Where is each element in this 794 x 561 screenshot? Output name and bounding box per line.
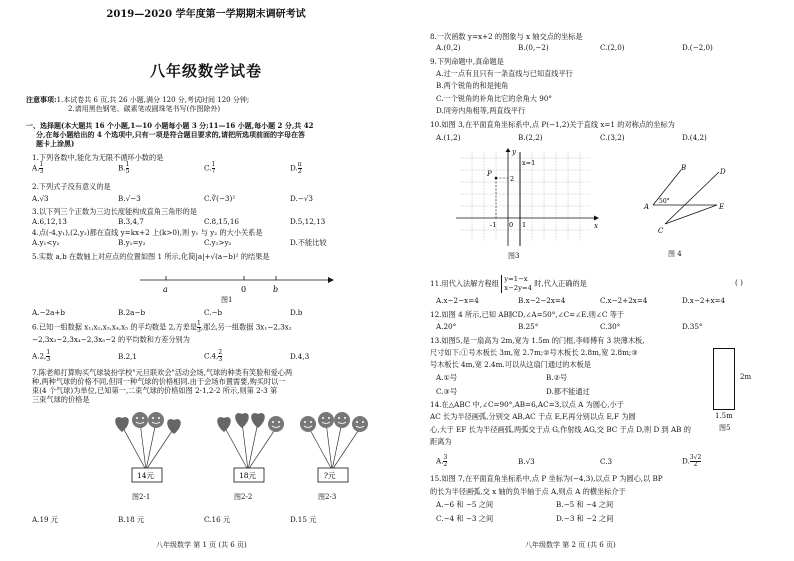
question-14-line-2: AC 长为半径画弧,分别交 AB,AC 于点 E,F,再分别以点 E,F 为圆	[430, 412, 636, 421]
figure-2-3-caption: 图2-3	[318, 493, 337, 501]
tick-label-a: a	[163, 285, 168, 294]
q7-option-b: B.18 元	[118, 515, 145, 524]
q15-option-b: B.−5 和 −4 之间	[556, 500, 614, 509]
q5-option-a: A.−2a+b	[32, 308, 65, 317]
page-1-column	[26, 0, 386, 561]
figure-5-width: 1.5m	[715, 412, 733, 420]
line-label: x=1	[522, 159, 536, 167]
q9-option-c: C.一个锐角的补角比它的余角大 90°	[436, 94, 552, 103]
q12-option-d: D.35°	[682, 322, 703, 331]
q2-option-b: B.√−3	[118, 194, 141, 203]
section-1-line-3: 题卡上涂黑)	[36, 138, 75, 148]
q2-option-c: C.∛(−3)²	[204, 194, 236, 203]
question-6-options	[32, 350, 386, 363]
q6-option-d: D.4,3	[290, 351, 310, 361]
q9-option-a: A.过一点有且只有一条直线与已知直线平行	[436, 69, 573, 78]
q13-option-c: C.③号	[436, 387, 458, 396]
q14-option-d: D. $\frac{3√2}{2}$	[682, 454, 702, 468]
price-tag-2-3: ?元	[324, 471, 336, 480]
question-7-line-2: 种,两种气球的价格不同,但同一种气球的价格相同.由于会场布置需要,购买时以一	[32, 377, 286, 386]
q8-option-a: A.(0,2)	[436, 43, 461, 52]
price-tag-2-2: 18元	[239, 471, 257, 480]
q4-option-c: C.y₁>y₂	[204, 238, 232, 247]
paper-title: 八年级数学试卷	[149, 62, 262, 80]
question-9: 9.下列命题中,真命题是	[430, 57, 504, 66]
figure-5-caption: 图5	[719, 424, 731, 432]
q12-option-b: B.25°	[518, 322, 539, 331]
q8-option-d: D.(−2,0)	[682, 43, 713, 52]
tick-label-2: 2	[510, 175, 515, 183]
question-3-options	[32, 217, 386, 226]
y-axis-arrow	[506, 148, 511, 152]
q12-option-c: C.30°	[600, 322, 621, 331]
tick-label-0: 0	[509, 221, 514, 229]
q15-option-c: C.−4 和 −3 之间	[436, 514, 494, 523]
notes-label: 注意事项:	[26, 95, 57, 104]
question-2: 2.下列式子没有意义的是	[32, 182, 111, 191]
figure-3-caption: 图3	[508, 252, 520, 260]
x-axis-label: x	[594, 222, 598, 230]
angle-label: 50°	[659, 198, 670, 205]
q13-option-b: B.②号	[546, 373, 568, 382]
question-15-options-row-1	[436, 500, 686, 509]
tick-label-neg1: -1	[490, 221, 497, 229]
label-d: D	[720, 168, 726, 176]
q7-option-a: A.19 元	[32, 515, 59, 524]
point-p-label: P	[487, 170, 492, 178]
question-8: 8.一次函数 y=x+2 的图象与 x 轴交点的坐标是	[430, 32, 583, 41]
x-axis-arrow	[594, 216, 599, 221]
notes-line-1: 1.本试卷共 6 页,共 26 小题,满分 120 分,考试时间 120 分钟;	[56, 96, 250, 104]
section-1-line-2: 分,在每小题给出的 4 个选项中,只有一项是符合题目要求的,请把所选项前面的字母在答	[36, 129, 306, 139]
question-14-options	[436, 455, 781, 468]
label-a: A	[644, 203, 650, 211]
exam-title: 2019—2020 学年度第一学期期末调研考试	[106, 9, 306, 20]
question-7-line-1: 7.陈老师打算购买气球装扮学校"元旦联欢会"活动会场,气球的种类有笑脸和爱心两	[32, 368, 293, 377]
q8-option-c: C.(2,0)	[600, 43, 625, 52]
figure-3-coordinate-plane	[450, 148, 600, 248]
question-13-line-3: 号木板长 4m,宽 2.4m.可以从这扇门通过的木板是	[430, 360, 591, 369]
figure-2-2-caption: 图2-2	[234, 493, 253, 501]
question-10: 10.如图 3,在平面直角坐标系中,点 P(−1,2)关于直线 x=1 的对称点的坐标为	[430, 120, 675, 129]
figure-1-caption: 图1	[221, 296, 233, 304]
notes-line-2: 2.请用黑色钢笔、碳素笔或圆珠笔书写(作图除外)	[68, 104, 221, 113]
q2-option-d: D.−√3	[290, 194, 313, 203]
section-1-line-1: 一、选择题(本大题共 16 个小题,1—10 小题每小题 3 分;11—16 小题,每小题 2 分,共 42	[26, 121, 314, 130]
question-8-options	[436, 43, 781, 52]
q5-option-c: C.−b	[204, 308, 223, 317]
q10-option-a: A.(1,2)	[436, 133, 461, 142]
question-13-options-row-2	[436, 387, 686, 396]
question-4-options	[32, 238, 386, 247]
balloon-bunch-icon	[115, 412, 181, 470]
question-15-line-2: 的长为半径画弧,交 x 轴的负半轴于点 A,则点 A 的横坐标介于	[430, 487, 626, 496]
figure-5-height: 2m	[740, 373, 752, 381]
q11-option-c: C.x−2+2x=4	[600, 296, 648, 305]
q12-option-a: A.20°	[436, 322, 457, 331]
q1-option-b: B. $\frac{1}{5}$	[118, 161, 130, 175]
q7-option-d: D.15 元	[290, 515, 317, 524]
q7-option-c: C.16 元	[204, 515, 231, 524]
q6-option-c: C.4, $\frac{2}{3}$	[204, 349, 223, 363]
q14-option-b: B.√3	[518, 456, 535, 466]
q6-option-b: B.2,1	[118, 351, 137, 361]
q14-option-a: A. $\frac{3}{2}$	[436, 454, 448, 468]
tick-label-b: b	[273, 285, 279, 294]
question-15-line-1: 15.如图 7,在平面直角坐标系中,点 P 坐标为(−4,3),以点 P 为圆心,以 BP	[430, 474, 663, 483]
q1-option-d: D. $\frac{\pi}{2}$	[290, 161, 302, 175]
q2-option-a: A.√3	[32, 194, 49, 203]
question-14-line-3: 心,大于 EF 长为半径画弧,两弧交于点 G,作射线 AG,交 BC 于点 D,则 D 到 AB 的	[430, 425, 691, 434]
q9-option-b: B.两个锐角的和是钝角	[436, 81, 509, 90]
q1-option-a: A. $\frac{1}{3}$	[32, 161, 44, 175]
figure-2-1-balloons	[106, 410, 196, 490]
question-13-line-1: 13.如图5,是一扇高为 2m,宽为 1.5m 的门框,李师傅有 3 块薄木板,	[430, 336, 645, 345]
price-tag-2-1: 14元	[137, 471, 155, 480]
question-12-options	[436, 322, 781, 331]
question-1: 1.下列各数中,能化为无限不循环小数的是	[32, 153, 164, 162]
q11-option-b: B.x−2−2x=4	[518, 296, 566, 305]
number-line-arrow	[328, 277, 334, 283]
question-10-options	[436, 133, 781, 142]
q11-option-a: A.x−2−x=4	[436, 296, 479, 305]
question-13-options-row-1	[436, 373, 686, 382]
balloon-bunch-icon	[217, 413, 284, 470]
question-6-line-2: −2,3x₃−2,3x₄−2,3x₅−2 的平均数和方差分别为	[32, 335, 190, 344]
q10-option-d: D.(4,2)	[682, 133, 707, 142]
figure-1-number-line	[136, 266, 336, 300]
q14-option-c: C.3	[600, 456, 613, 466]
q10-option-c: C.(3,2)	[600, 133, 625, 142]
point-p	[495, 177, 498, 180]
q11-option-d: D.x−2+x=4	[682, 296, 726, 305]
tick-label-0: 0	[241, 285, 247, 294]
q3-option-c: C.8,15,16	[204, 217, 239, 226]
q13-option-d: D.都不能通过	[546, 387, 590, 396]
q8-option-b: B.(0,−2)	[518, 43, 549, 52]
question-5: 5.实数 a,b 在数轴上对应点的位置如图 1 所示,化简|a|+√(a−b)² 的结果是	[32, 252, 270, 261]
q15-option-d: D.−3 和 −2 之间	[556, 514, 614, 523]
q5-option-d: D.b	[290, 308, 303, 317]
q10-option-b: B.(2,2)	[518, 133, 543, 142]
page-2-footer: 八年级数学 第 2 页 (共 6 页)	[525, 541, 616, 549]
figure-2-3-balloons	[292, 410, 382, 490]
q13-option-a: A.①号	[436, 373, 458, 382]
question-14-line-4: 距离为	[430, 437, 452, 446]
figure-4-caption: 图 4	[668, 250, 682, 258]
question-7-options	[32, 515, 386, 524]
q3-option-a: A.6,12,13	[32, 217, 67, 226]
question-12: 12.如图 4 所示,已知 AB∥CD,∠A=50°,∠C=∠E.则∠C 等于	[430, 310, 625, 319]
q11-answer-blank[interactable]: ( )	[735, 278, 743, 287]
y-axis-label: y	[512, 148, 516, 156]
question-15-options-row-2	[436, 514, 686, 523]
question-4: 4.点(-4,y₁),(2,y₂)都在直线 y=kx+2 上(k>0),则 y₁ 与 y₂ 的大小关系是	[32, 228, 263, 237]
question-3: 3.以下列三个正数为三边长度能构成直角三角形的是	[32, 207, 197, 216]
question-6-line-1: 6.已知一组数据 x₁,x₂,x₃,x₄,x₅ 的平均数是 2,方差是 $\frac{1}{3}$ ,那么另一组数据 3x₁−2,3x₂	[32, 320, 292, 334]
q15-option-a: A.−6 和 −5 之间	[436, 500, 494, 509]
question-13-line-2: 尺寸如下:①号木板长 3m,宽 2.7m;②号木板长 2.8m,宽 2.8m;③	[430, 348, 638, 357]
q4-option-b: B.y₁=y₂	[118, 238, 146, 247]
q9-option-d: D.同旁内角相等,两直线平行	[436, 106, 526, 115]
q4-option-a: A.y₁<y₂	[32, 238, 60, 247]
balloon-bunch-icon	[300, 412, 368, 470]
question-5-options	[32, 308, 386, 317]
segment-ce	[665, 205, 717, 224]
section-1-heading	[26, 122, 386, 148]
q1-option-c: C. $\frac{1}{7}$	[204, 161, 216, 175]
tick-label-1: 1	[522, 221, 527, 229]
question-1-options	[32, 162, 386, 175]
question-11: 11.用代入法解方程组 y=1−x x−2y=4 时,代入正确的是	[430, 275, 587, 292]
q3-option-d: D.5,12,13	[290, 217, 326, 226]
question-7-line-3: 束(4 个气球)为单位,已知第一,二束气球的价格如图 2-1,2-2 所示,则第 2-3 第	[32, 386, 278, 395]
question-14-line-1: 14.在△ABC 中,∠C=90°,AB=6,AC=3,以点 A 为圆心,小于	[430, 400, 624, 409]
question-11-options	[436, 296, 781, 305]
label-c: C	[658, 227, 664, 235]
figure-2-2-balloons	[208, 410, 298, 490]
page-2-column	[430, 0, 775, 561]
q3-option-b: B.3,4,7	[118, 217, 144, 226]
question-2-options	[32, 194, 386, 203]
exam-notes	[26, 96, 386, 114]
label-b: B	[681, 164, 687, 172]
question-7-line-4: 三束气球的价格是	[32, 395, 90, 404]
page-1-footer: 八年级数学 第 1 页 (共 6 页)	[156, 541, 247, 549]
q6-option-a: A.2, $\frac{1}{3}$	[32, 349, 51, 363]
q5-option-b: B.2a−b	[118, 308, 146, 317]
q4-option-d: D.不能比较	[290, 238, 327, 247]
label-e: E	[719, 203, 725, 211]
figure-4-geometry	[635, 160, 745, 240]
figure-2-1-caption: 图2-1	[132, 493, 151, 501]
